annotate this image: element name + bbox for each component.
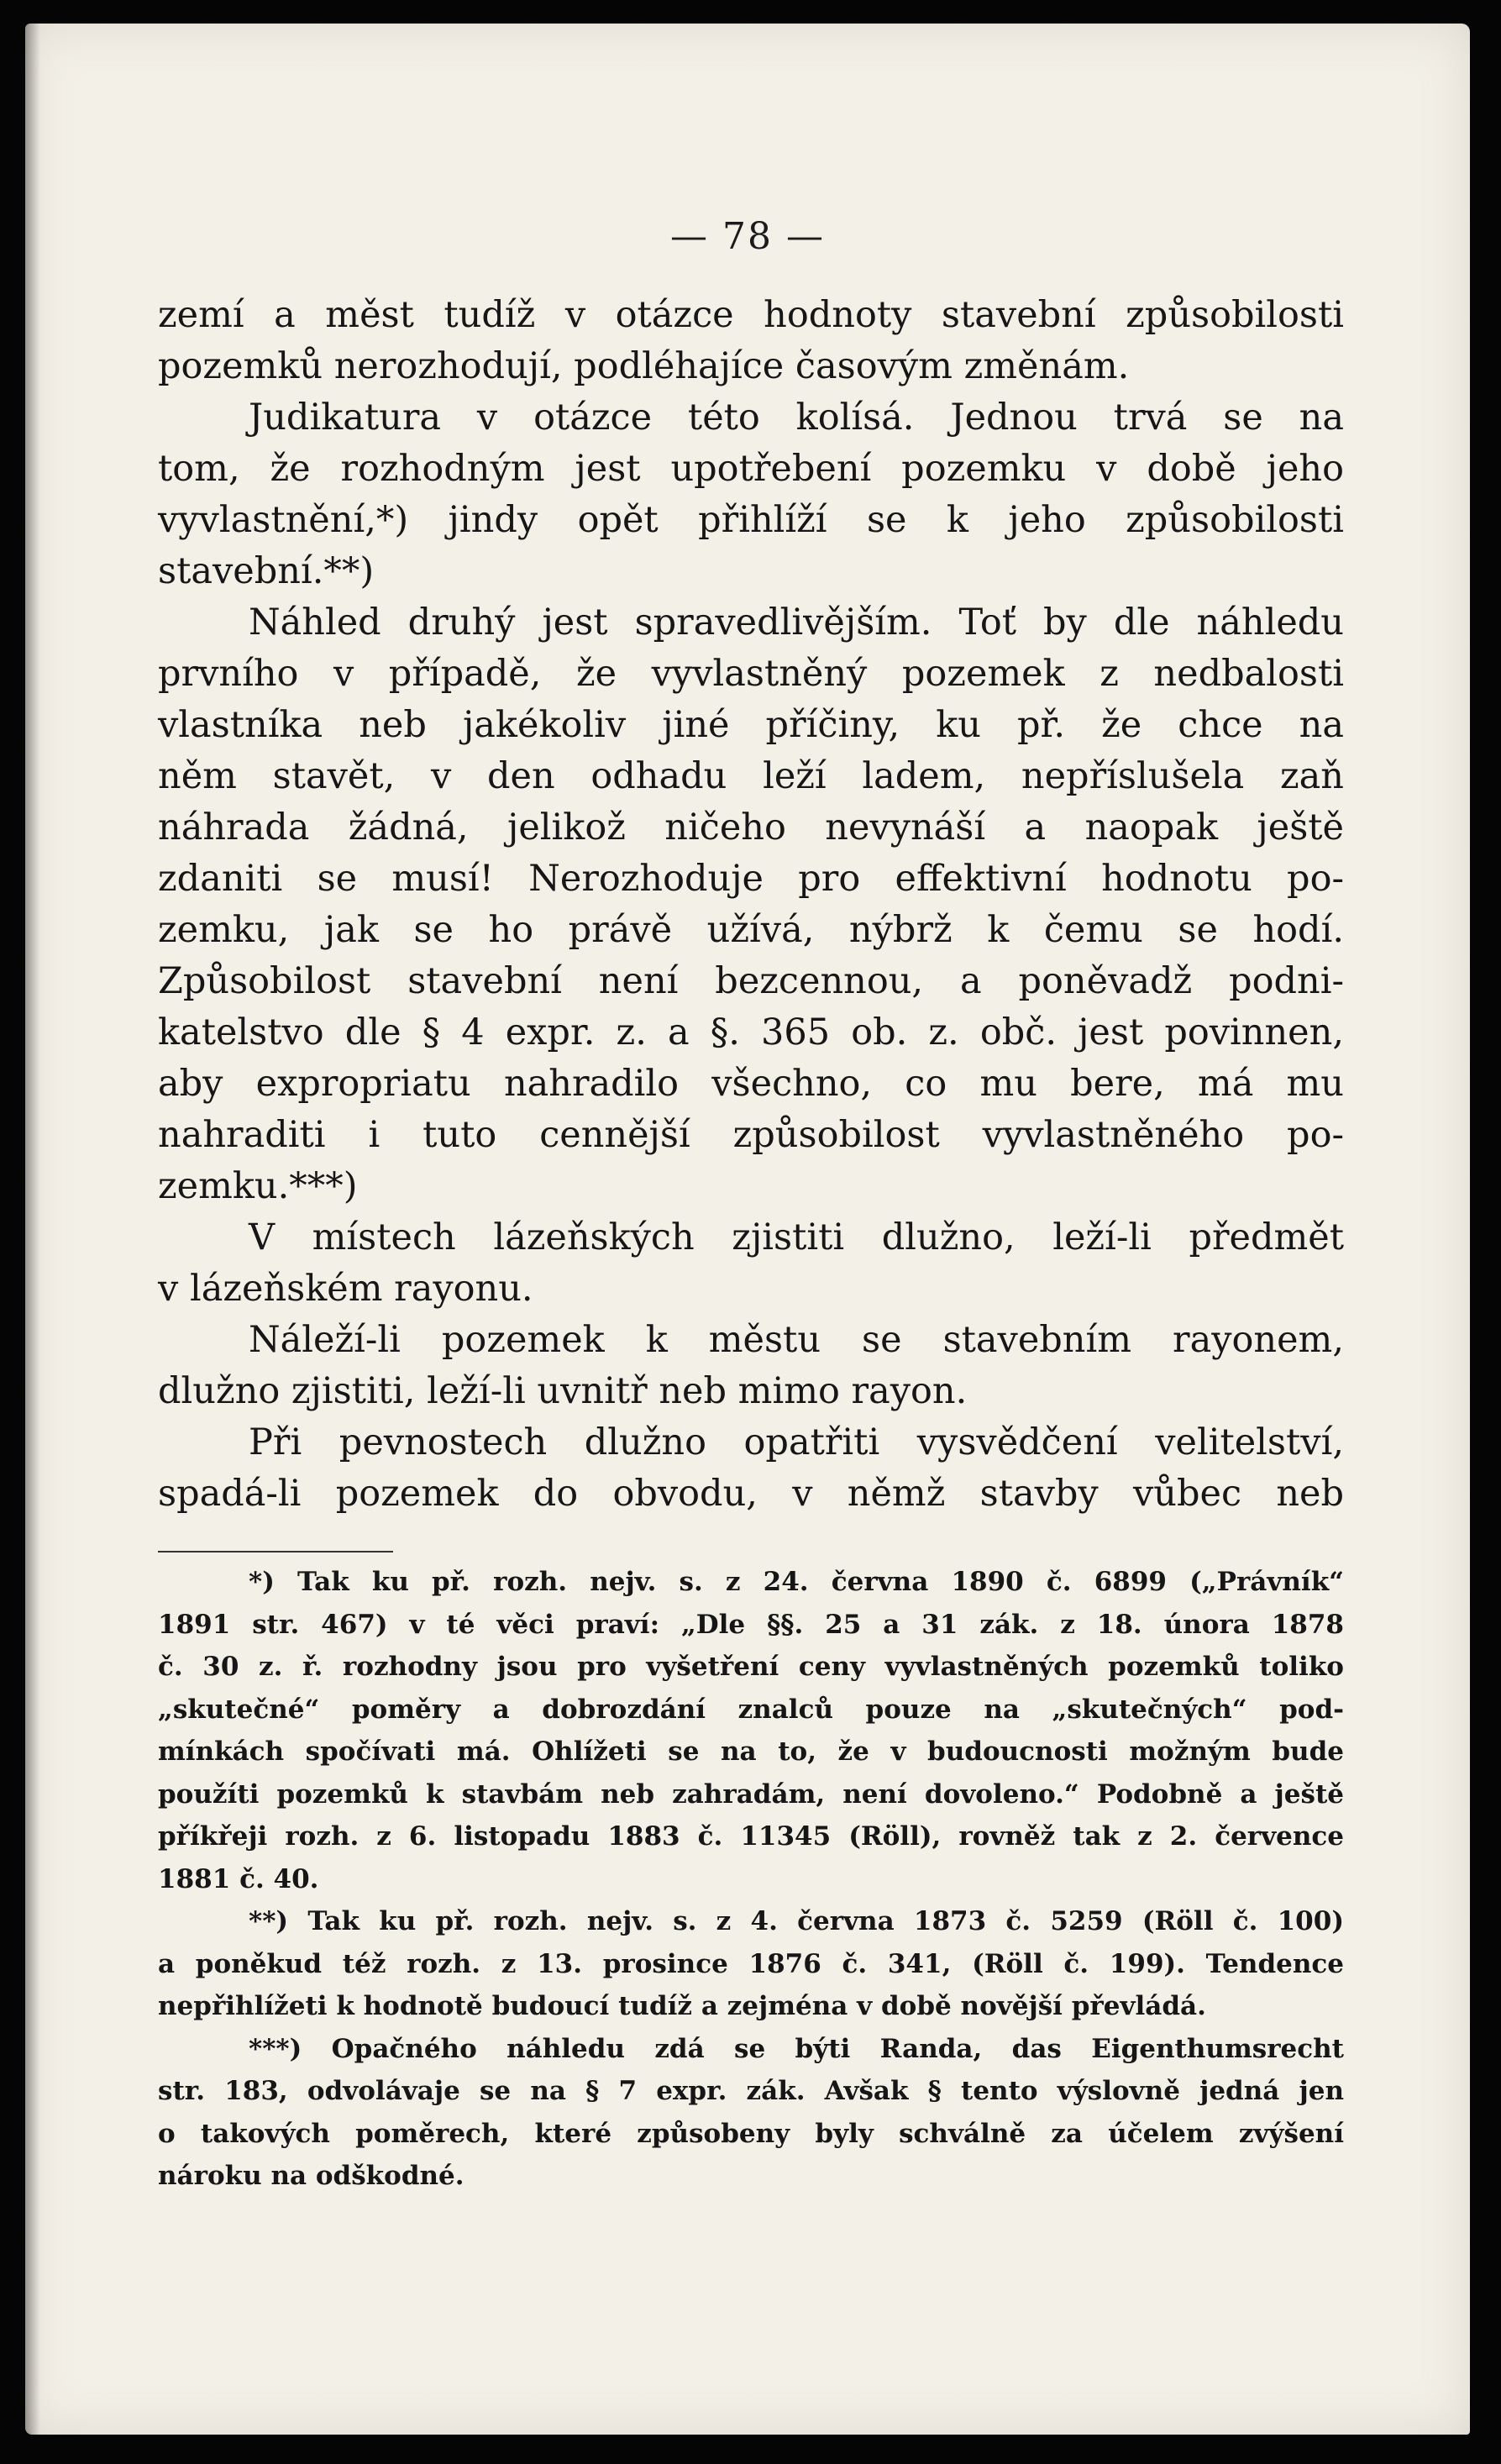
text-line: tom, že rozhodným jest upotřebení pozemku v době jeho: [158, 448, 1344, 490]
text-line: Judikatura v otázce této kolísá. Jednou trvá se na: [249, 397, 1344, 439]
footnote-rule: [158, 1551, 393, 1552]
body-text: [158, 290, 1344, 1520]
text-line: v lázeňském rayonu.: [158, 1268, 533, 1310]
text-line: něm stavět, v den odhadu leží ladem, nepříslušela zaň: [158, 755, 1344, 797]
text-line: vyvlastnění,*) jindy opět přihlíží se k jeho způsobilosti: [158, 499, 1344, 541]
text-line: Náhled druhý jest spravedlivějším. Toť by dle náhledu: [249, 602, 1344, 644]
footnotes: [158, 1561, 1344, 2198]
footnote-line: 1891 str. 467) v té věci praví: „Dle §§. 25 a 31 zák. z 18. února 1878: [158, 1609, 1344, 1640]
text-line: náhrada žádná, jelikož ničeho nevynáší a naopak ještě: [158, 806, 1344, 848]
page-number: — 78 —: [670, 215, 825, 258]
footnote-line: o takových poměrech, které způsobeny byly schválně za účelem zvýšení: [158, 2118, 1344, 2149]
footnote-line: použíti pozemků k stavbám neb zahradám, není dovoleno.“ Podobně a ještě: [158, 1778, 1344, 1810]
text-line: zemku.***): [158, 1165, 358, 1207]
footnote-line: **) Tak ku př. rozh. nejv. s. z 4. června 1873 č. 5259 (Röll č. 100): [249, 1906, 1344, 1936]
footnote-line: a poněkud též rozh. z 13. prosince 1876 č. 341, (Röll č. 199). Tendence: [158, 1948, 1344, 1979]
footnote-line: mínkách spočívati má. Ohlížeti se na to, že v budoucnosti možným bude: [158, 1736, 1344, 1767]
footnote-line: *) Tak ku př. rozh. nejv. s. z 24. června 1890 č. 6899 („Právník“: [249, 1567, 1344, 1597]
text-line: nahraditi i tuto cennější způsobilost vyvlastněného po-: [158, 1114, 1344, 1156]
text-line: dlužno zjistiti, leží-li uvnitř neb mimo rayon.: [158, 1370, 968, 1412]
text-line: Způsobilost stavební není bezcennou, a poněvadž podni-: [158, 960, 1344, 1002]
footnote-line: str. 183, odvolávaje se na § 7 expr. zák. Avšak § tento výslovně jedná jen: [158, 2076, 1344, 2106]
text-line: aby expropriatu nahradilo všechno, co mu bere, má mu: [158, 1063, 1344, 1105]
text-line: Při pevnostech dlužno opatřiti vysvědčení velitelství,: [249, 1421, 1344, 1463]
text-line: katelstvo dle § 4 expr. z. a §. 365 ob. z. obč. jest povinnen,: [158, 1011, 1344, 1053]
footnote-line: „skutečné“ poměry a dobrozdání znalců pouze na „skutečných“ pod-: [158, 1694, 1344, 1725]
footnote-line: nároku na odškodné.: [158, 2161, 464, 2191]
text-line: spadá-li pozemek do obvodu, v němž stavby vůbec neb: [158, 1473, 1344, 1515]
text-line: stavební.**): [158, 550, 375, 592]
text-line: vlastníka neb jakékoliv jiné příčiny, ku př. že chce na: [158, 704, 1344, 746]
footnote-line: 1881 č. 40.: [158, 1863, 319, 1894]
text-line: zemí a měst tudíž v otázce hodnoty stavební způsobilosti: [158, 294, 1344, 336]
text-line: zdaniti se musí! Nerozhoduje pro effektivní hodnotu po-: [158, 858, 1344, 900]
footnote-line: ***) Opačného náhledu zdá se býti Randa, das Eigenthumsrecht: [249, 2033, 1344, 2064]
text-line: V místech lázeňských zjistiti dlužno, leží-li předmět: [249, 1216, 1344, 1258]
footnote-line: nepřihlížeti k hodnotě budoucí tudíž a zejména v době novější převládá.: [158, 1991, 1206, 2021]
text-line: Náleží-li pozemek k městu se stavebním rayonem,: [249, 1319, 1344, 1361]
page-edge-shadow: [25, 24, 40, 2435]
text-line: pozemků nerozhodují, podléhajíce časovým změnám.: [158, 345, 1130, 387]
footnote-line: č. 30 z. ř. rozhodny jsou pro vyšetření ceny vyvlastněných pozemků toliko: [158, 1652, 1344, 1682]
text-line: prvního v případě, že vyvlastněný pozemek z nedbalosti: [158, 653, 1344, 695]
text-line: zemku, jak se ho právě užívá, nýbrž k čemu se hodí.: [158, 909, 1344, 951]
footnote-line: příkřeji rozh. z 6. listopadu 1883 č. 11345 (Röll), rovněž tak z 2. července: [158, 1821, 1344, 1852]
